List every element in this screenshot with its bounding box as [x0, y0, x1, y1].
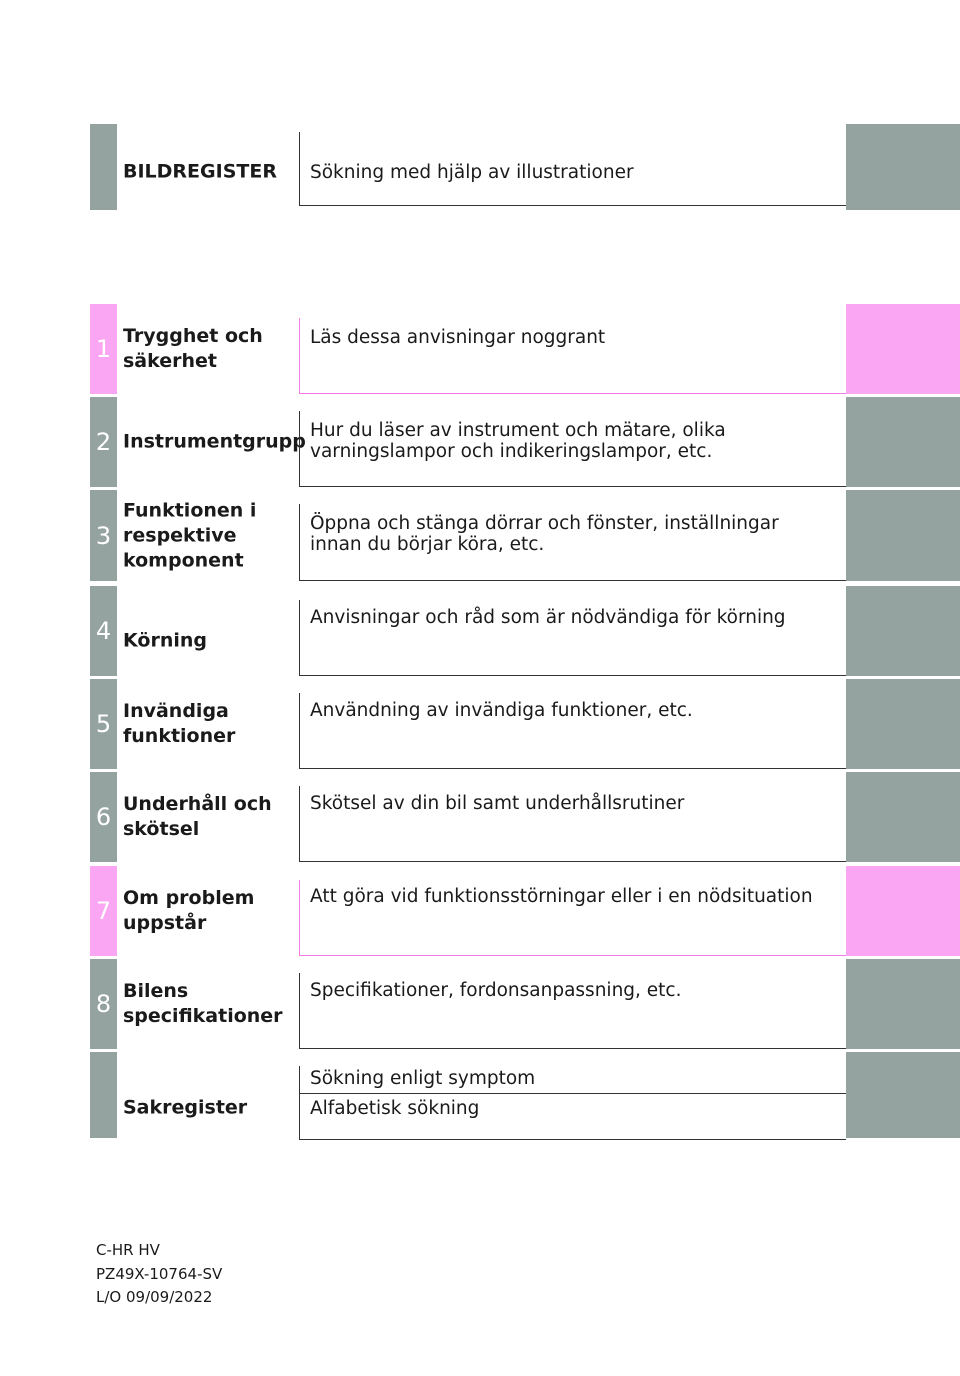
index-tab-left	[90, 1052, 117, 1138]
section-row-1[interactable]	[0, 304, 960, 394]
section-description-box	[299, 318, 846, 394]
section-description: Hur du läser av instrument och mätare, olika varningslampor och indikeringslampor, etc.	[310, 420, 726, 462]
index-title: Sakregister	[123, 1096, 248, 1119]
section-number: 2	[95, 428, 112, 456]
section-tab-right	[846, 397, 960, 487]
header-row[interactable]	[0, 124, 960, 210]
header-description: Sökning med hjälp av illustrationer	[310, 162, 634, 183]
section-description-box	[299, 786, 846, 862]
section-number: 6	[95, 803, 112, 831]
section-description: Läs dessa anvisningar noggrant	[310, 327, 606, 348]
section-row-4[interactable]	[0, 586, 960, 676]
section-row-8[interactable]	[0, 959, 960, 1049]
index-row[interactable]	[0, 1052, 960, 1138]
index-tab-right	[846, 1052, 960, 1138]
section-description: Anvisningar och råd som är nödvändiga för körning	[310, 607, 786, 628]
section-description-box	[299, 973, 846, 1049]
section-description: Att göra vid funktionsstörningar eller i en nödsituation	[310, 886, 813, 907]
index-box	[299, 1066, 846, 1140]
footer-date: L/O 09/09/2022	[96, 1288, 213, 1306]
index-item-symptom[interactable]: Sökning enligt symptom	[310, 1068, 536, 1089]
section-tab-right	[846, 772, 960, 862]
section-title: Invändiga funktioner	[123, 700, 236, 747]
section-description: Användning av invändiga funktioner, etc.	[310, 700, 693, 721]
section-row-3[interactable]	[0, 490, 960, 581]
section-tab-right	[846, 490, 960, 581]
section-row-7[interactable]	[0, 866, 960, 956]
section-tab-right	[846, 586, 960, 676]
section-title: Instrumentgrupp	[123, 430, 306, 453]
section-description: Öppna och stänga dörrar och fönster, inställningar innan du börjar köra, etc.	[310, 513, 779, 555]
section-description: Skötsel av din bil samt underhållsrutiner	[310, 793, 685, 814]
section-title: Körning	[123, 629, 207, 652]
section-number: 1	[95, 335, 112, 363]
section-row-5[interactable]	[0, 679, 960, 769]
section-number: 8	[95, 990, 112, 1018]
header-title: BILDREGISTER	[123, 160, 277, 183]
section-number: 7	[95, 897, 112, 925]
section-title: Bilens specifikationer	[123, 980, 283, 1027]
footer	[96, 1239, 222, 1310]
header-tab-right	[846, 124, 960, 210]
section-title: Om problem uppstår	[123, 887, 255, 934]
section-title: Funktionen i respektive komponent	[123, 499, 257, 571]
footer-model: C-HR HV	[96, 1241, 160, 1259]
section-title: Underhåll och skötsel	[123, 793, 272, 840]
index-divider	[300, 1093, 846, 1094]
section-description-box	[299, 600, 846, 676]
section-number: 5	[95, 710, 112, 738]
header-tab-left	[90, 124, 117, 210]
header-description-box	[299, 132, 846, 206]
section-title: Trygghet och säkerhet	[123, 325, 263, 372]
section-description-box	[299, 504, 846, 581]
section-tab-right	[846, 679, 960, 769]
section-description-box	[299, 411, 846, 487]
index-item-alphabetic[interactable]: Alfabetisk sökning	[310, 1098, 480, 1119]
section-tab-right	[846, 304, 960, 394]
section-tab-right	[846, 866, 960, 956]
footer-code: PZ49X-10764-SV	[96, 1264, 223, 1283]
section-description-box	[299, 693, 846, 769]
section-row-6[interactable]	[0, 772, 960, 862]
section-tab-right	[846, 959, 960, 1049]
section-number: 4	[95, 617, 112, 645]
section-row-2[interactable]	[0, 397, 960, 487]
section-description: Specifikationer, fordonsanpassning, etc.	[310, 980, 682, 1001]
section-number: 3	[95, 521, 112, 550]
section-description-box	[299, 880, 846, 956]
